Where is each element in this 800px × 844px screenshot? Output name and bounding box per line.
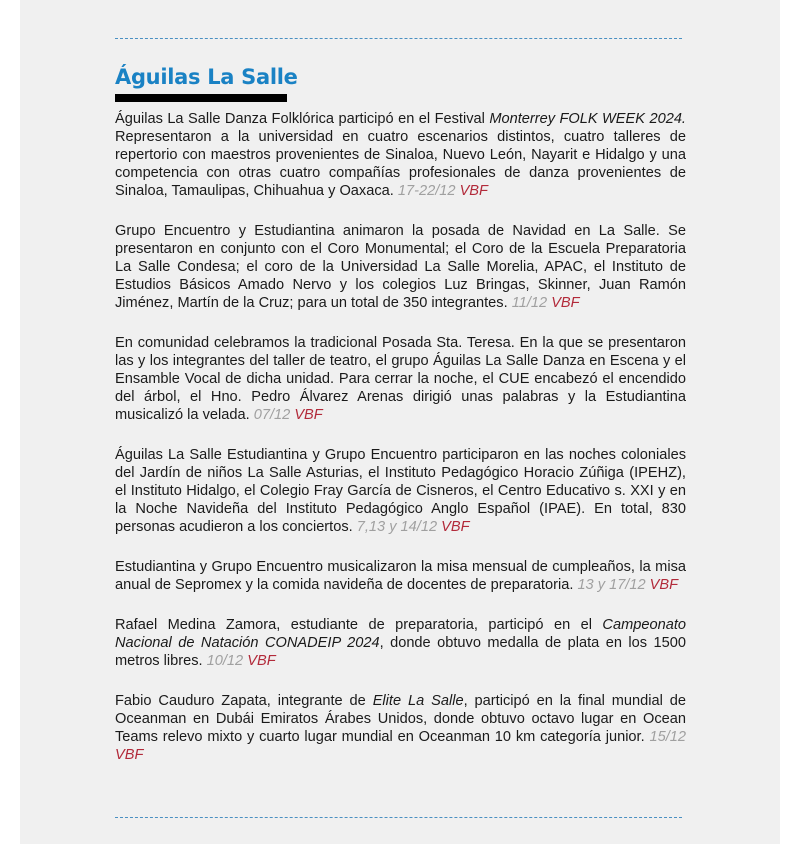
top-dashed-divider	[115, 38, 682, 39]
news-item-posada-navidad	[115, 222, 686, 312]
section-title-underline	[115, 94, 287, 102]
news-text: Fabio Cauduro Zapata, integrante de	[115, 693, 373, 709]
news-item-noches-coloniales	[115, 446, 686, 536]
news-item-posada-sta-teresa	[115, 334, 686, 424]
news-date: 07/12	[253, 407, 291, 423]
news-author: VBF	[441, 519, 470, 535]
news-author: VBF	[115, 747, 144, 763]
news-text: , donde obtuvo medalla de plata en los 1500 metros libres.	[115, 635, 686, 669]
news-text: En comunidad celebramos la tradicional Posada Sta. Teresa. En la que se presentaron las y los integrantes del taller de teatro, el grupo Águilas La Salle Danza en Escena y el Ensamble Vocal de dicha unidad. Para cerrar la noche, el CUE encabezó el encendido del árbol, el Hno. Pedro Álvarez Arenas dirigió unas palabras y la Estudiantina musicalizó la velada.	[115, 335, 686, 423]
news-author: VBF	[649, 577, 679, 593]
news-text: Representaron a la universidad en cuatro escenarios distintos, cuatro talleres de repertorio con maestros provenientes de Sinaloa, Nuevo León, Nayarit e Hidalgo y una competencia con otras cuatro compañías profesionales de danza provenientes de Sinaloa, Tamaulipas, Chihuahua y Oaxaca.	[115, 129, 686, 199]
team-name: Elite La Salle	[372, 693, 464, 709]
news-text: , participó en la final mundial de Oceanman en Dubái Emiratos Árabes Unidos, donde obtuvo octavo lugar en Ocean Teams relevo mixto y cuarto lugar mundial en Oceanman 10 km categoría junior.	[115, 693, 686, 745]
news-item-folk-week	[115, 110, 686, 200]
news-date: 7,13 y 14/12	[356, 519, 438, 535]
section-title: Águilas La Salle	[115, 65, 298, 89]
news-author: VBF	[294, 407, 323, 423]
event-name: Monterrey FOLK WEEK 2024.	[489, 111, 686, 127]
news-text: Águilas La Salle Estudiantina y Grupo Encuentro participaron en las noches coloniales del Jardín de niños La Salle Asturias, el Instituto Pedagógico Horacio Zúñiga (IPEHZ), el Instituto Hidalgo, el Colegio Fray García de Cisneros, el Centro Educativo s. XXI y en la Noche Navideña del Instituto Pedagógico Anglo Español (IPAE). En total, 830 personas acudieron a los conciertos.	[115, 447, 686, 535]
news-author: VBF	[247, 653, 276, 669]
news-date: 11/12	[511, 295, 548, 311]
event-name: Campeonato Nacional de Natación CONADEIP 2024	[115, 617, 686, 651]
news-item-misas	[115, 558, 686, 594]
news-text: Estudiantina y Grupo Encuentro musicalizaron la misa mensual de cumpleaños, la misa anual de Sepromex y la comida navideña de docentes de preparatoria.	[115, 559, 686, 593]
news-text: Águilas La Salle Danza Folklórica participó en el Festival	[115, 111, 490, 127]
news-item-oceanman	[115, 692, 686, 764]
news-text: Rafael Medina Zamora, estudiante de preparatoria, participó en el	[115, 617, 603, 633]
bottom-dashed-divider	[115, 817, 682, 818]
news-item-natacion	[115, 616, 686, 670]
news-text: Grupo Encuentro y Estudiantina animaron la posada de Navidad en La Salle. Se presentaron en conjunto con el Coro Monumental; el Coro de la Escuela Preparatoria La Salle Condesa; el coro de la Universidad La Salle Morelia, APAC, el Instituto de Estudios Básicos Amado Nervo y los colegios Luz Bringas, Skinner, Juan Ramón Jiménez, Martín de la Cruz; para un total de 350 integrantes.	[115, 223, 686, 311]
news-list	[115, 110, 686, 786]
news-date: 13 y 17/12	[577, 577, 646, 593]
news-date: 17-22/12	[397, 183, 456, 199]
news-date: 10/12	[206, 653, 244, 669]
news-author: VBF	[551, 295, 580, 311]
news-date: 15/12	[649, 729, 686, 745]
news-author: VBF	[459, 183, 488, 199]
